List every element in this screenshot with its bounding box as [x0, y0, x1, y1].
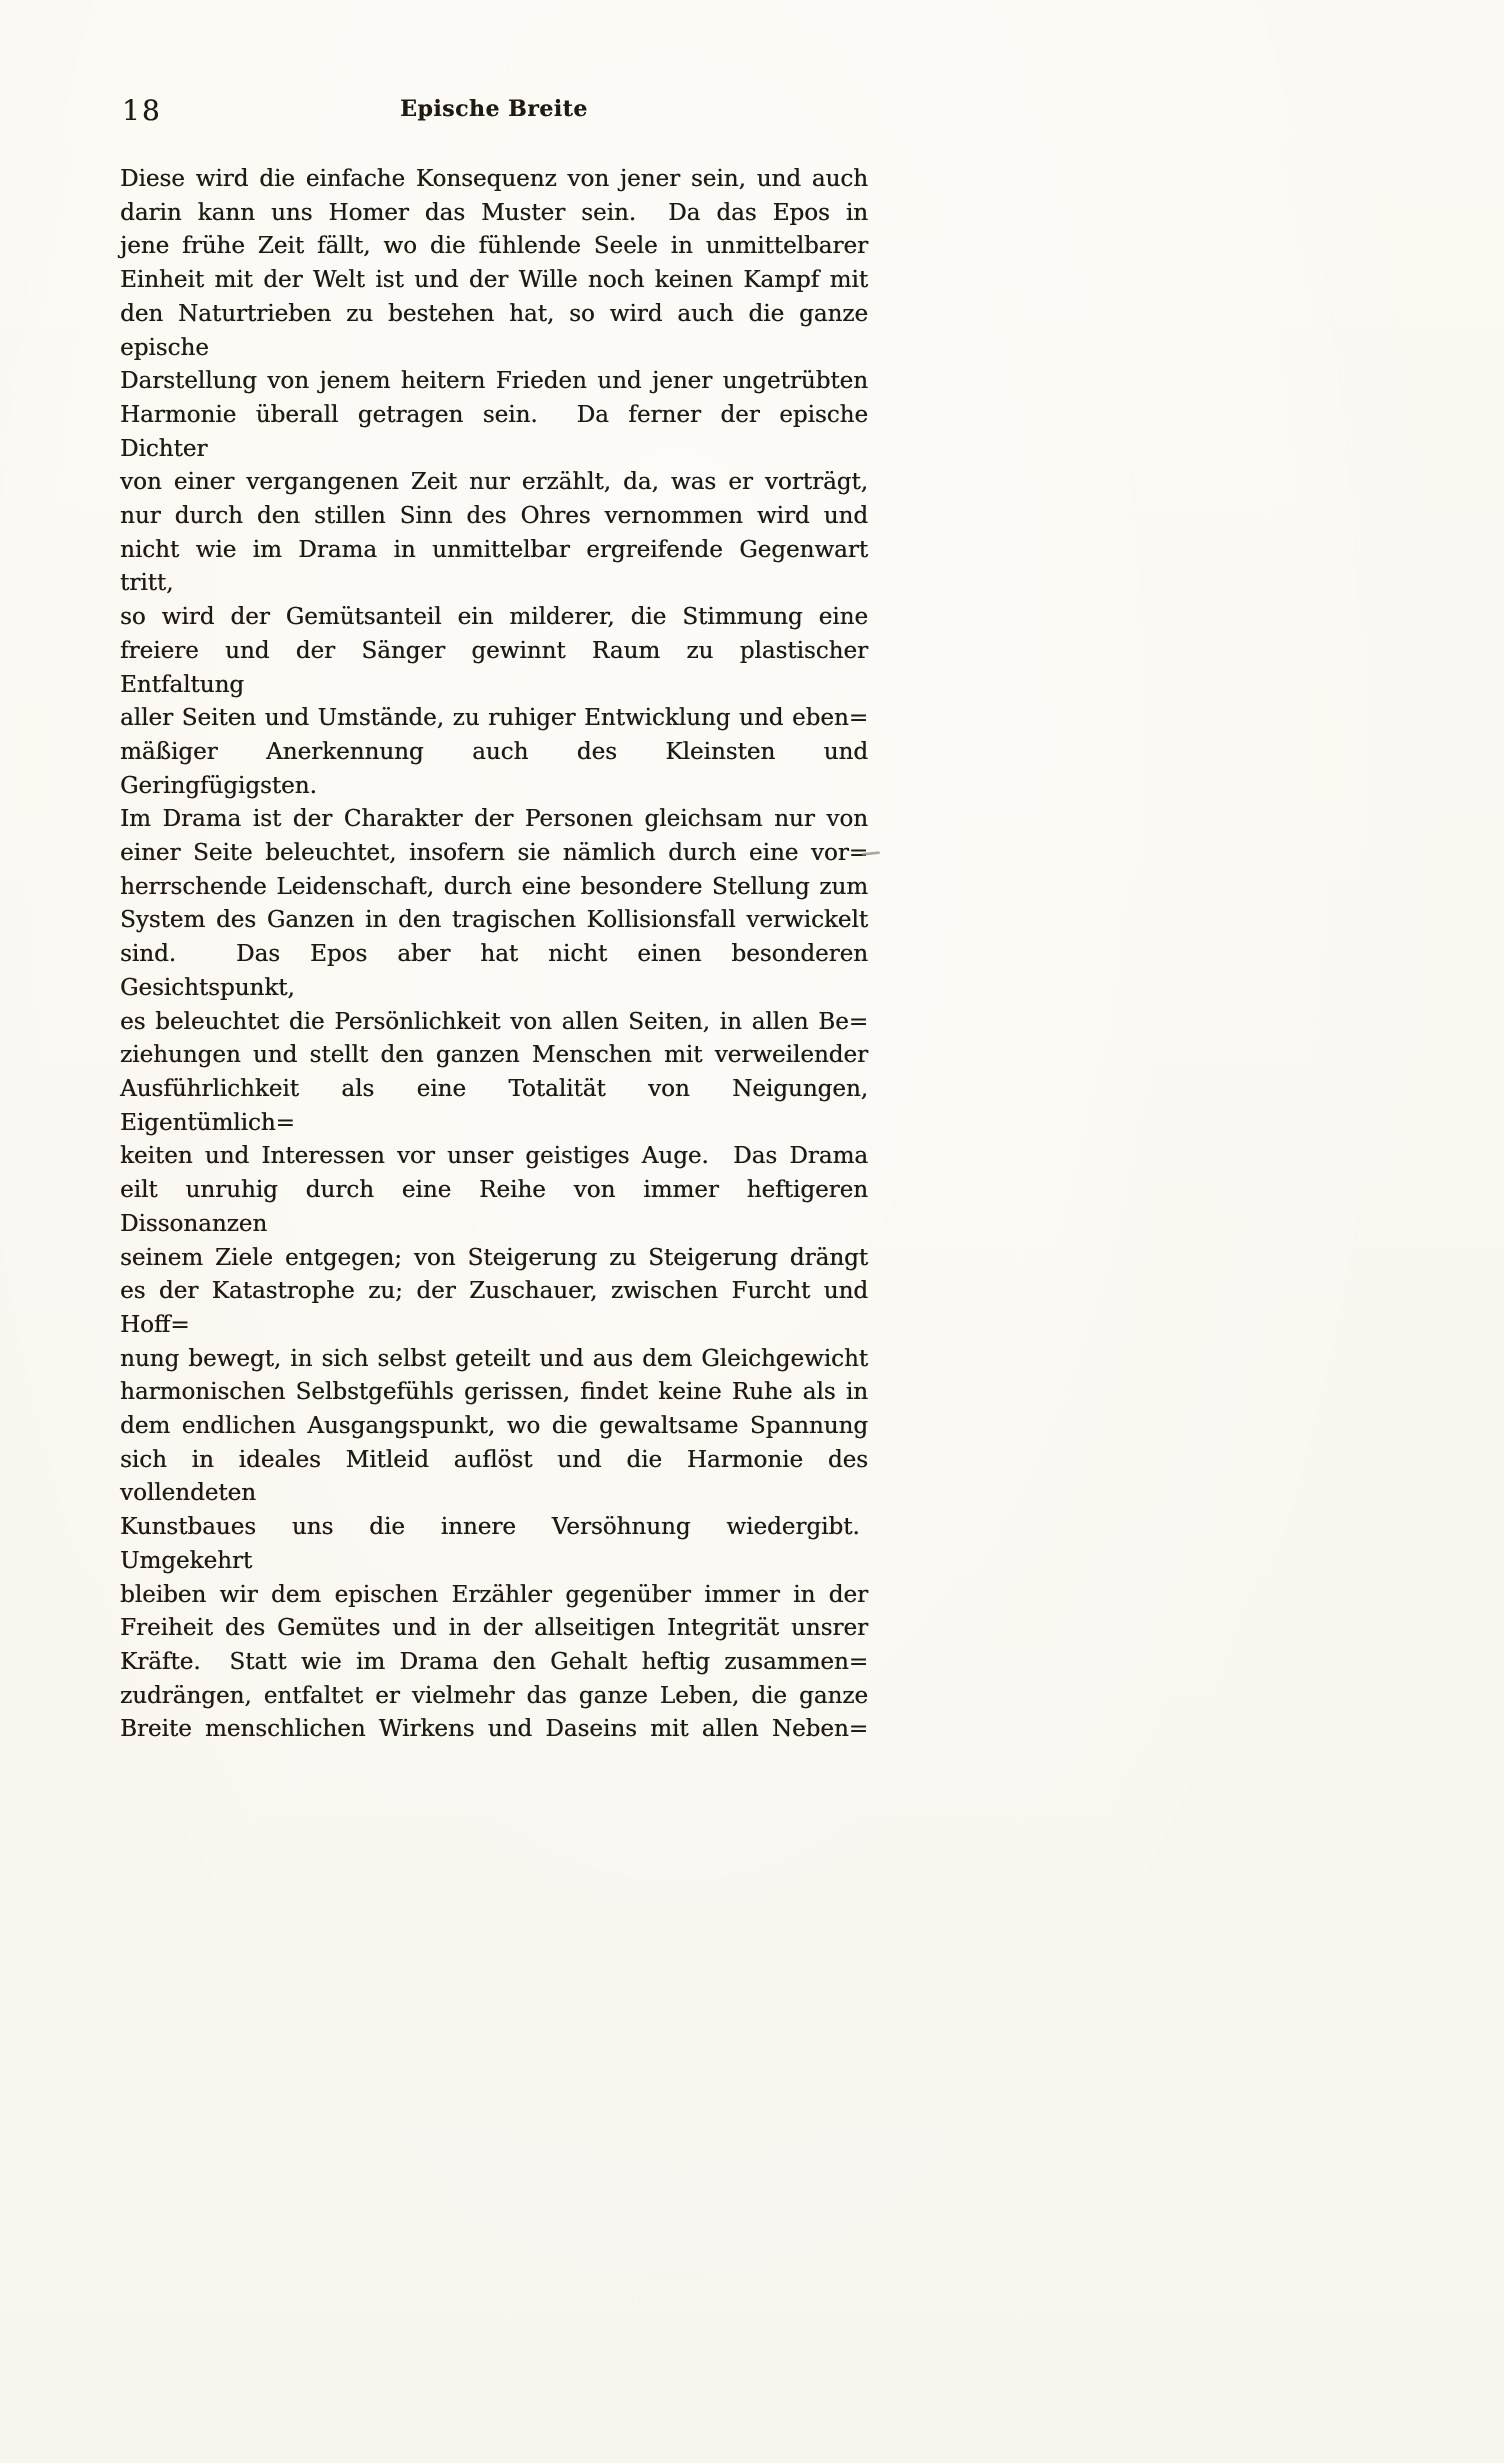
text-line: nicht wie im Drama in unmittelbar ergreifende Gegenwart tritt,	[120, 536, 868, 597]
text-line: zudrängen, entfaltet er vielmehr das ganze Leben, die ganze	[120, 1682, 868, 1709]
page-number: 18	[122, 94, 162, 127]
text-line: Kunstbaues uns die innere Versöhnung wiedergibt. Umgekehrt	[120, 1514, 868, 1574]
text-line: Breite menschlichen Wirkens und Daseins mit allen Neben=	[120, 1716, 868, 1743]
text-line: sich in ideales Mitleid auflöst und die Harmonie des vollendeten	[120, 1446, 868, 1507]
text-line: darin kann uns Homer das Muster sein. Da das Epos in	[120, 199, 868, 226]
text-line: einer Seite beleuchtet, insofern sie nämlich durch eine vor=	[120, 840, 868, 867]
text-line: Diese wird die einfache Konsequenz von jener sein, und auch	[120, 166, 868, 192]
text-line: jene frühe Zeit fällt, wo die fühlende Seele in unmittelbarer	[120, 233, 868, 260]
text-line: so wird der Gemütsanteil ein milderer, die Stimmung eine	[120, 604, 868, 631]
page-header	[120, 92, 868, 132]
text-line: eilt unruhig durch eine Reihe von immer heftigeren Dissonanzen	[120, 1177, 868, 1237]
text-line: nur durch den stillen Sinn des Ohres vernommen wird und	[120, 503, 868, 530]
text-line: keiten und Interessen vor unser geistiges Auge. Das Drama	[120, 1143, 868, 1170]
text-line: sind. Das Epos aber hat nicht einen besonderen Gesichtspunkt,	[120, 941, 868, 1001]
text-line: bleiben wir dem epischen Erzähler gegenüber immer in der	[120, 1581, 868, 1608]
text-line: seinem Ziele entgegen; von Steigerung zu Steigerung drängt	[120, 1244, 868, 1271]
text-line: es der Katastrophe zu; der Zuschauer, zwischen Furcht und Hoff=	[120, 1278, 868, 1338]
text-line: herrschende Leidenschaft, durch eine besondere Stellung zum	[120, 873, 868, 900]
text-line: Darstellung von jenem heitern Frieden und jener ungetrübten	[120, 368, 868, 395]
text-line: nung bewegt, in sich selbst geteilt und aus dem Gleichgewicht	[120, 1345, 868, 1372]
running-header: Epische Breite	[400, 96, 588, 122]
text-line: es beleuchtet die Persönlichkeit von allen Seiten, in allen Be=	[120, 1008, 868, 1035]
text-line: von einer vergangenen Zeit nur erzählt, da, was er vorträgt,	[120, 469, 868, 496]
text-line: Ausführlichkeit als eine Totalität von Neigungen, Eigentümlich=	[120, 1075, 868, 1136]
text-line: Harmonie überall getragen sein. Da ferner der epische Dichter	[120, 401, 868, 462]
text-line: freiere und der Sänger gewinnt Raum zu plastischer Entfaltung	[120, 637, 868, 698]
text-line: Kräfte. Statt wie im Drama den Gehalt heftig zusammen=	[120, 1648, 868, 1675]
text-line: Im Drama ist der Charakter der Personen gleichsam nur von	[120, 806, 868, 833]
text-line: harmonischen Selbstgefühls gerissen, findet keine Ruhe als in	[120, 1379, 868, 1406]
text-line: System des Ganzen in den tragischen Kollisionsfall verwickelt	[120, 907, 868, 934]
text-block	[120, 163, 868, 1747]
text-line: mäßiger Anerkennung auch des Kleinsten und Geringfügigsten.	[120, 738, 868, 799]
text-line: aller Seiten und Umstände, zu ruhiger Entwicklung und eben=	[120, 705, 868, 732]
text-line: Freiheit des Gemütes und in der allseitigen Integrität unsrer	[120, 1615, 868, 1642]
text-line: den Naturtrieben zu bestehen hat, so wird auch die ganze epische	[120, 300, 868, 361]
text-line: ziehungen und stellt den ganzen Menschen mit verweilender	[120, 1042, 868, 1069]
text-line: Einheit mit der Welt ist und der Wille noch keinen Kampf mit	[120, 267, 868, 294]
margin-pencil-mark	[862, 851, 880, 856]
text-line: dem endlichen Ausgangspunkt, wo die gewaltsame Spannung	[120, 1413, 868, 1440]
